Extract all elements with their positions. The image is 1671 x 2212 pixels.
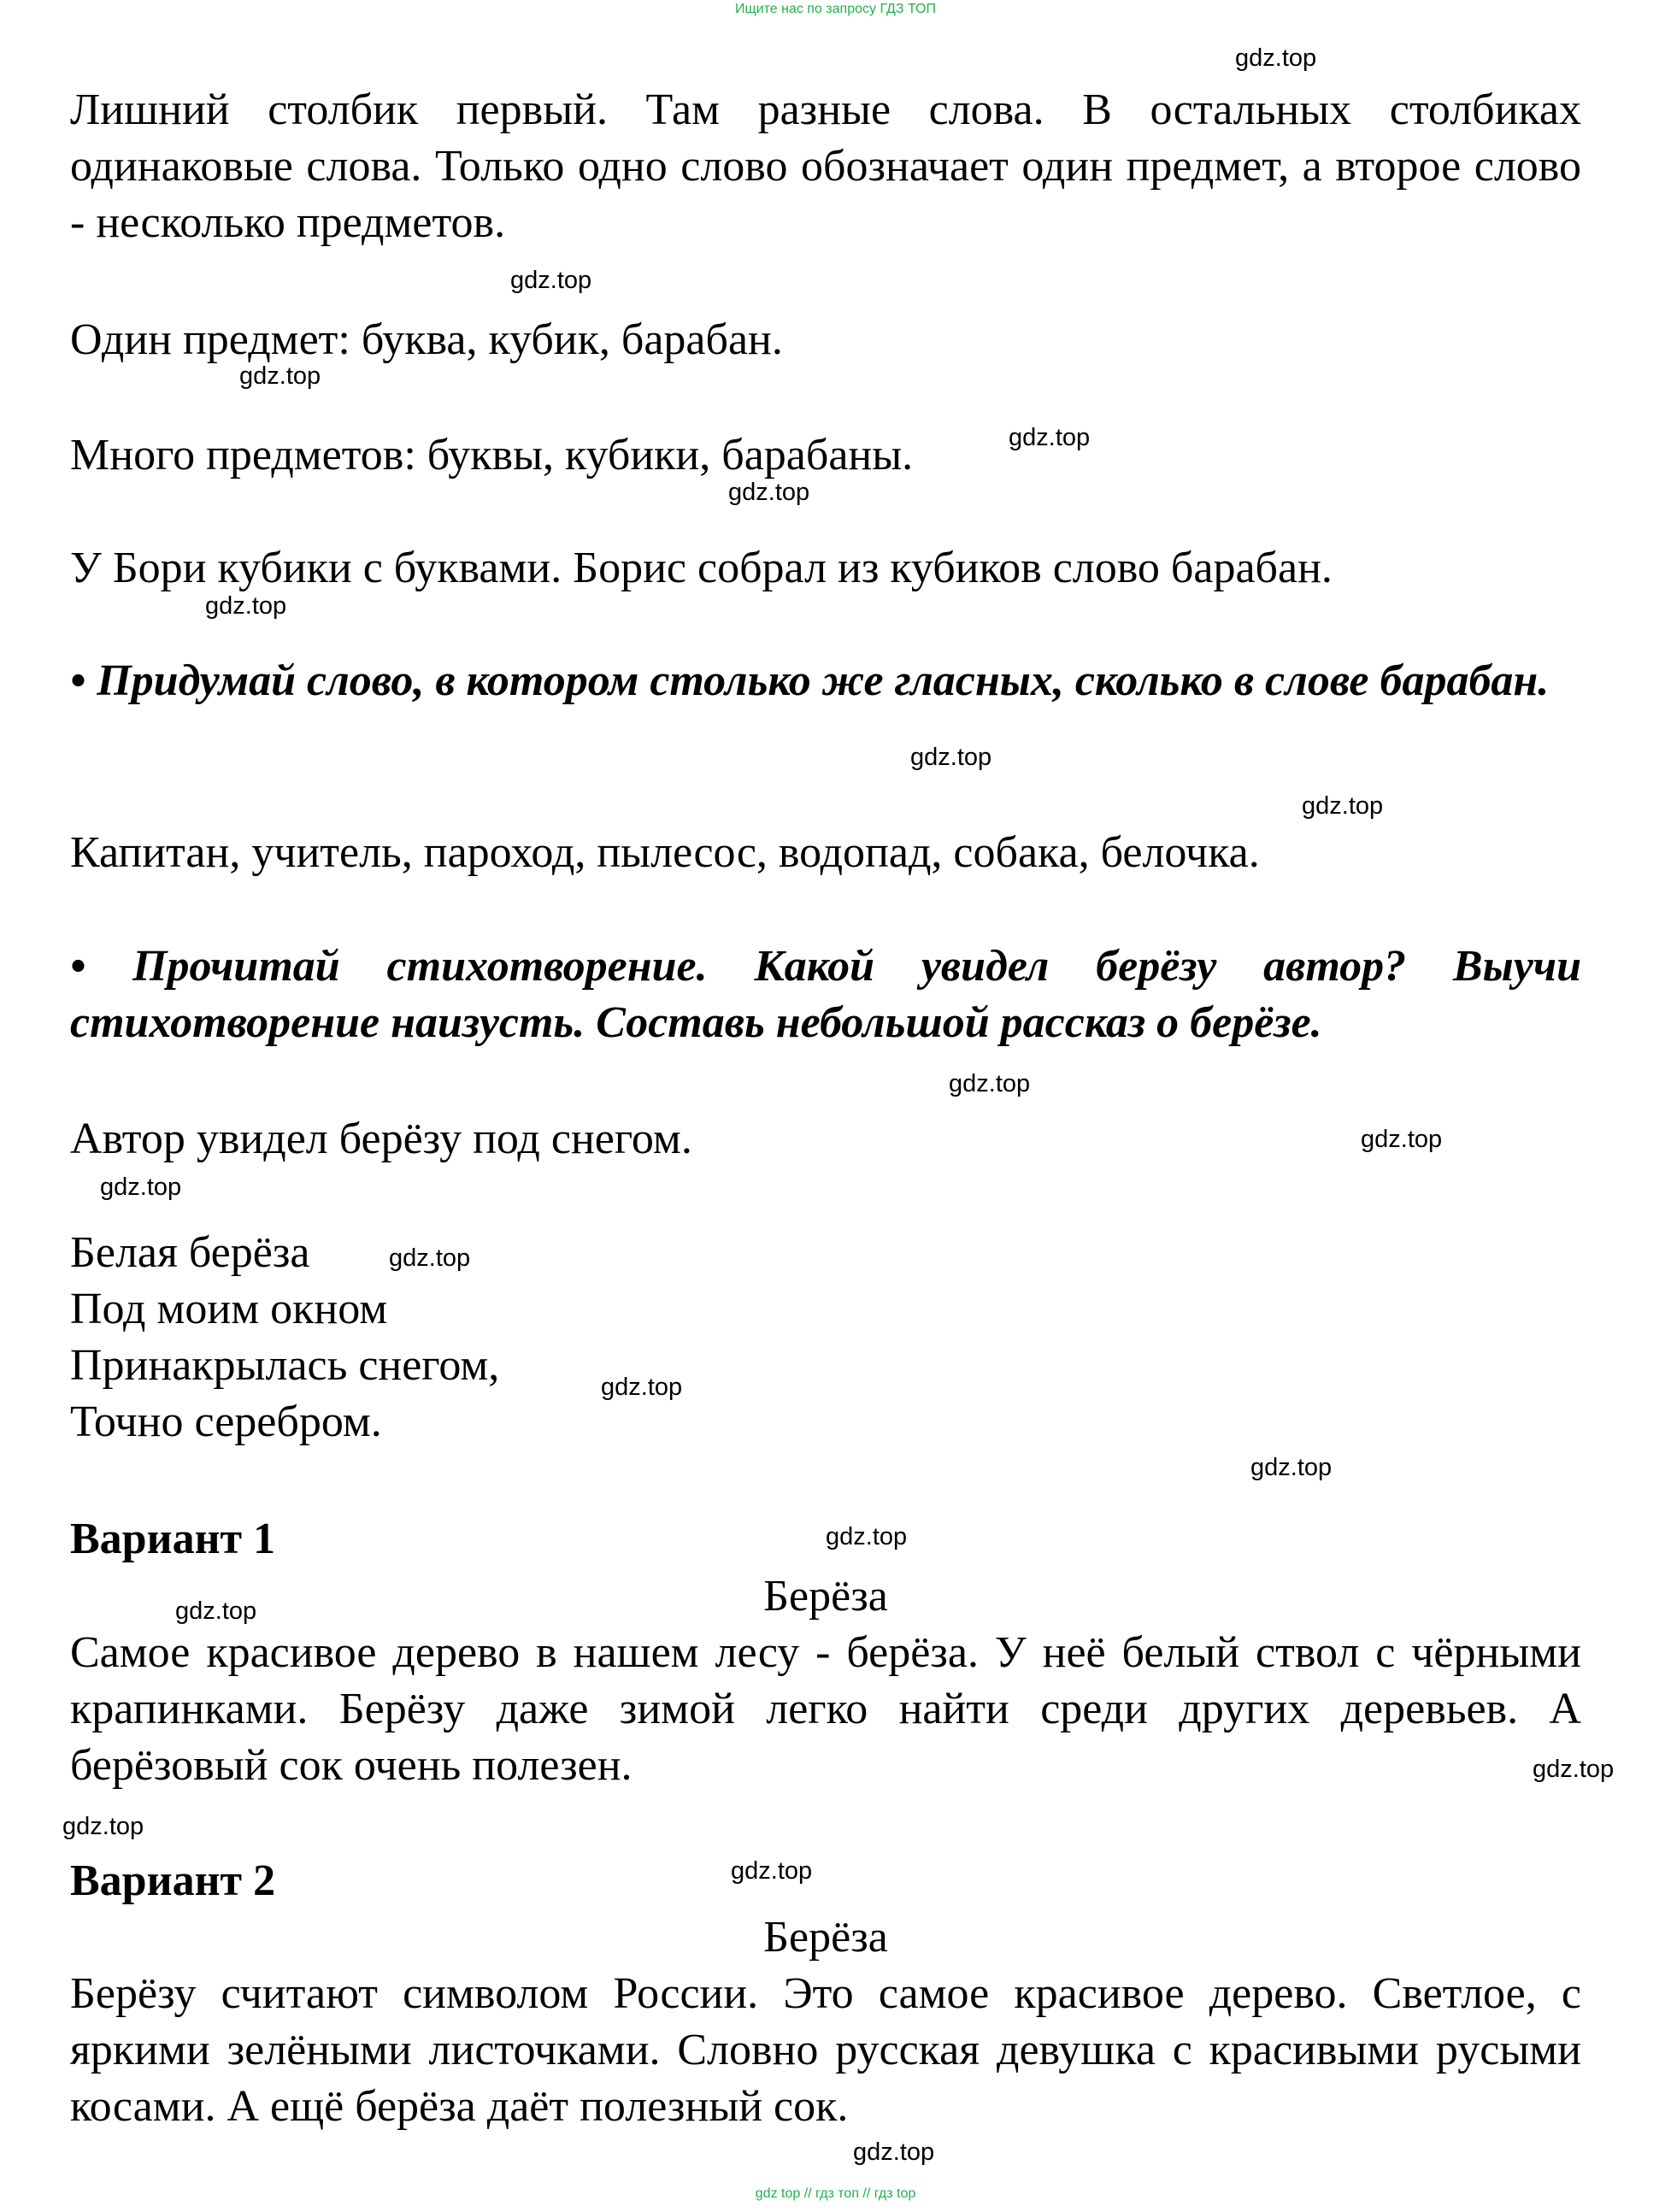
task-1: • Придумай слово, в котором столько же гласных, сколько в слове барабан. xyxy=(70,656,1550,705)
watermark: gdz.top xyxy=(910,744,992,771)
variant-2-title: Берёза xyxy=(763,1913,888,1962)
poem-line: Белая берёза xyxy=(70,1228,310,1277)
watermark: gdz.top xyxy=(389,1244,471,1272)
watermark: gdz.top xyxy=(1250,1454,1333,1481)
watermark: gdz.top xyxy=(601,1374,683,1401)
task-2: • Прочитай стихотворение. Какой увидел берёзу автор? Выучи стихотворение наизусть. Составь небольшой рассказ о берёзе. xyxy=(70,942,1581,1047)
watermark: gdz.top xyxy=(731,1857,813,1885)
variant-1-title: Берёза xyxy=(763,1572,888,1621)
variant-1-text: Самое красивое дерево в нашем лесу - берёза. У неё белый ствол с чёрными крапинками. Берёзу даже зимой легко найти среди других деревьев. А берёзовый сок очень полезен. xyxy=(70,1628,1581,1790)
answer-1: Капитан, учитель, пароход, пылесос, водопад, собака, белочка. xyxy=(70,828,1260,877)
intro-paragraph: Лишний столбик первый. Там разные слова. В остальных столбиках одинаковые слова. Только одно слово обозначает один предмет, а второе слово - несколько предметов. xyxy=(70,85,1581,247)
watermark: gdz.top xyxy=(1361,1126,1443,1153)
watermark: gdz.top xyxy=(175,1597,257,1625)
poem-line: Принакрылась снегом, xyxy=(70,1341,500,1390)
watermark: gdz.top xyxy=(853,2138,935,2166)
poem-line: Под моим окном xyxy=(70,1285,388,1333)
watermark: gdz.top xyxy=(1533,1756,1615,1783)
watermark: gdz.top xyxy=(62,1813,144,1840)
variant-1-heading: Вариант 1 xyxy=(70,1515,276,1563)
watermark: gdz.top xyxy=(1302,792,1384,820)
watermark: gdz.top xyxy=(510,267,592,294)
watermark: gdz.top xyxy=(826,1523,908,1550)
watermark: gdz.top xyxy=(949,1070,1031,1097)
watermark: gdz.top xyxy=(239,362,321,390)
bori-sentence: У Бори кубики с буквами. Борис собрал из кубиков слово барабан. xyxy=(70,544,1333,592)
answer-2: Автор увидел берёзу под снегом. xyxy=(70,1115,692,1163)
watermark: gdz.top xyxy=(1009,424,1091,451)
one-item-line: Один предмет: буква, кубик, барабан. xyxy=(70,315,783,364)
variant-2-text: Берёзу считают символом России. Это самое красивое дерево. Светлое, с яркими зелёными листочками. Словно русская девушка с красивыми русыми косами. А ещё берёза даёт полезный сок. xyxy=(70,1969,1581,2131)
poem-line: Точно серебром. xyxy=(70,1397,382,1446)
watermark: gdz.top xyxy=(100,1174,182,1201)
watermark: gdz.top xyxy=(728,479,810,506)
bottom-banner: gdz top // гдз топ // гдз top xyxy=(755,2186,916,2201)
variant-2-heading: Вариант 2 xyxy=(70,1856,276,1905)
watermark: gdz.top xyxy=(205,592,287,620)
many-items-line: Много предметов: буквы, кубики, барабаны. xyxy=(70,431,914,479)
watermark: gdz.top xyxy=(1235,44,1317,72)
top-banner: Ищите нас по запросу ГДЗ ТОП xyxy=(735,2,936,16)
